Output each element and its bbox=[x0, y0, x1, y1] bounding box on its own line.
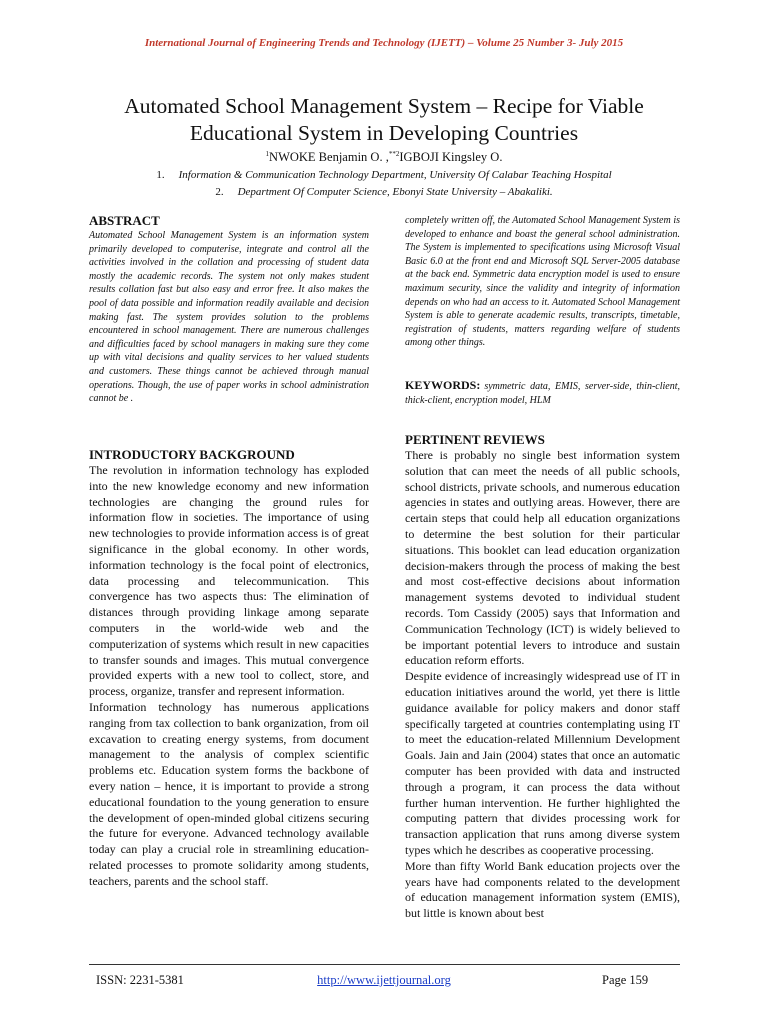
reviews-paragraph-1: There is probably no single best information system solution that can meet the needs of all public schools, school districts, private schools, and numerous education agencies in states and outlying areas. However, there are certain steps that could help all education organizations to determine the best solution for their particular situations. This booklet can lead education organization decision-makers through the process of making the best and most cost-effective decisions about information management systems devoted to individual student records. Tom Cassidy (2005) says that Information and Communication Technology (ICT) is widely believed to be important potential levers to introduce and sustain education reform efforts. bbox=[405, 448, 680, 668]
keywords-text: symmetric data, EMIS, server-side, thin-client, thick-client, encryption model, HLM bbox=[405, 381, 680, 406]
reviews-section bbox=[405, 432, 680, 922]
affiliation-1 bbox=[0, 169, 768, 181]
author-1: NWOKE Benjamin O. , bbox=[269, 150, 389, 165]
abstract-section bbox=[89, 213, 369, 406]
footer-journal-link[interactable]: http://www.ijettjournal.org bbox=[317, 973, 451, 987]
reviews-heading: PERTINENT REVIEWS bbox=[405, 432, 545, 447]
abstract-continued bbox=[405, 214, 680, 350]
reviews-paragraph-2: Despite evidence of increasingly widespread use of IT in education initiatives around the world, yet there is little guidance available for policy makers and donor staff specifically targeted at countries contemplating using IT to meet the education-related Millennium Development Goals. Jain and Jain (2004) states that once an automatic computer has been provided with data and instructed through a program, it can process the data without further human intervention. He further highlighted the computing pattern that divides processing work for transaction application that runs among diverse system types which he describes as cooperative processing. bbox=[405, 669, 680, 857]
affiliation-2-text: Department Of Computer Science, Ebonyi State University – Abakaliki. bbox=[237, 186, 553, 198]
paper-title bbox=[60, 93, 708, 147]
journal-header: International Journal of Engineering Trends and Technology (IJETT) – Volume 25 Number 3- July 2015 bbox=[144, 37, 624, 49]
author-1-marker: 1 bbox=[265, 150, 270, 158]
abstract-text: Automated School Management System is an information system primarily developed to computerise, integrate and control all the activities involved in the collation and processing of student data mostly the academic records. The system not only makes student results collation fast but also easy and error free. It also makes the pool of data possible and information readily available and decision making fast. The system provides solution to the problems encountered in school management. There are numerous challenges and difficulties faced by school managers in making sure they come up with vital decisions and quality services to her valued students and customers. These things cannot be achieved through manual operations. Though, the use of paper works in school administration cannot be . bbox=[89, 230, 369, 405]
affiliation-2-number: 2. bbox=[215, 186, 224, 198]
reviews-paragraph-3: More than fifty World Bank education projects over the years have had components related to the development of education management information system (EMIS), but little is known about best bbox=[405, 858, 680, 921]
affiliation-1-text: Information & Communication Technology Department, University Of Calabar Teaching Hospital bbox=[178, 169, 612, 181]
intro-paragraph-1: The revolution in information technology has exploded into the new knowledge economy and new information technologies are changing the ground rules for information flow in societies. The importance of using new technologies to provide information access is of great significance in the global economy. In other words, information technology is the focal point of electronics, data processing and telecommunication. This convergence has two aspects thus: The elimination of distances through providing linkage among separate computers in the world-wide web and the computerization of systems which result in new capacities to transfer sounds and images. This mutual convergence provided experts with a new tool to collect, store, and process, organize, transfer and represent information. bbox=[89, 463, 369, 699]
intro-section bbox=[89, 447, 369, 890]
affiliation-1-number: 1. bbox=[156, 169, 165, 181]
affiliation-2 bbox=[0, 186, 768, 198]
title-line-2: Educational System in Developing Countries bbox=[189, 121, 579, 145]
footer-page-number: Page 159 bbox=[602, 973, 649, 987]
intro-paragraph-2: Information technology has numerous applications ranging from tax collection to bank organization, from oil excavation to creating energy systems, from document management to the analysis of complex scientific problems etc. Education system forms the backbone of every nation – hence, it is important to provide a strong educational foundation to the young generation to ensure the development of open-minded global citizens securing the future for everyone. Advanced technology available today can play a crucial role in streamlining education-related processes to promote solidarity among students, teachers, parents and the school staff. bbox=[89, 699, 369, 888]
author-2: IGBOJI Kingsley O. bbox=[399, 150, 503, 165]
abstract-heading: ABSTRACT bbox=[89, 213, 160, 228]
author-list bbox=[0, 150, 768, 165]
intro-heading: INTRODUCTORY BACKGROUND bbox=[89, 447, 295, 462]
keywords-heading: KEYWORDS: bbox=[405, 378, 481, 392]
abstract-continued-text: completely written off, the Automated School Management System is developed to enhance and boast the general school administration. The System is implemented to specifications using Microsoft Visual Basic 6.0 at the front end and Microsoft SQL Server-2005 database at the back end. Symmetric data encryption model is used to ensure maximum security, since the validity and integrity of information depends on who had an access to it. Automated School Management System is able to generate academic results, transcripts, timetable, registration of students, matters regarding welfare of students among other things. bbox=[405, 215, 680, 349]
author-2-marker: **2 bbox=[388, 150, 400, 158]
footer-issn: ISSN: 2231-5381 bbox=[96, 973, 184, 987]
title-line-1: Automated School Management System – Recipe for Viable bbox=[124, 94, 644, 118]
footer-divider bbox=[89, 964, 680, 965]
keywords-section bbox=[405, 379, 680, 407]
